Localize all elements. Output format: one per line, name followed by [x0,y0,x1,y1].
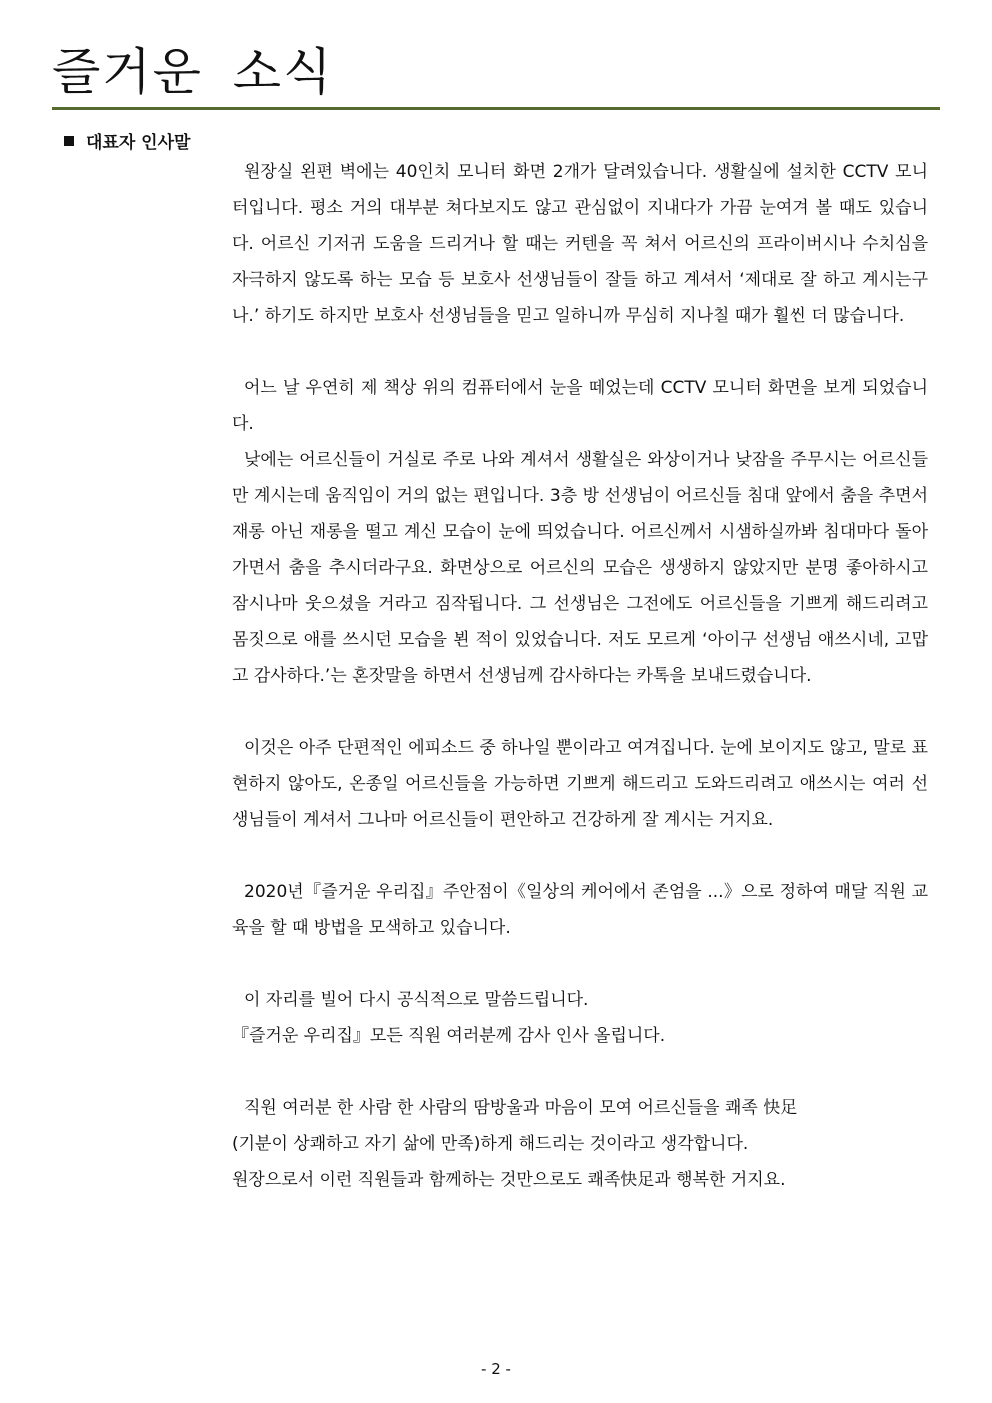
paragraph-7-line-1: 직원 여러분 한 사람 한 사람의 땀방울과 마음이 모여 어르신들을 쾌족 快足 [244,1098,798,1118]
page-number: - 2 - [481,1360,511,1378]
paragraph-gap [232,838,928,874]
paragraph-gap [232,334,928,370]
paragraph-7-line-3: 원장으로서 이런 직원들과 함께하는 것만으로도 쾌족快足과 행복한 거지요. [232,1170,786,1190]
paragraph-gap [232,694,928,730]
section-heading [64,130,190,156]
square-bullet-icon [64,136,74,146]
paragraph-6-line-2: 『즐거운 우리집』모든 직원 여러분께 감사 인사 올립니다. [232,1026,666,1046]
paragraph-gap [232,1054,928,1090]
paragraph-2: 어느 날 우연히 제 책상 위의 컴퓨터에서 눈을 떼었는데 CCTV 모니터 화면을 보게 되었습니다. [232,378,928,434]
letter-body [232,154,928,1198]
title-divider [52,107,940,110]
paragraph-gap [232,946,928,982]
paragraph-4: 이것은 아주 단편적인 에피소드 중 하나일 뿐이라고 여겨집니다. 눈에 보이지도 않고, 말로 표현하지 않아도, 온종일 어르신들을 가능하면 기쁘게 해드리고 도와드리려고 애쓰시는 여러 선생님들이 계셔서 그나마 어르신들이 편안하고 건강하게 잘 계시는 거지요. [232,738,928,830]
section-heading-label: 대표자 인사말 [86,133,191,153]
paragraph-7-line-2: (기분이 상쾌하고 자기 삶에 만족)하게 해드리는 것이라고 생각합니다. [232,1134,749,1154]
paragraph-5: 2020년『즐거운 우리집』주안점이《일상의 케어에서 존엄을 ...》으로 정하여 매달 직원 교육을 할 때 방법을 모색하고 있습니다. [232,882,928,938]
paragraph-6-line-1: 이 자리를 빌어 다시 공식적으로 말씀드립니다. [244,990,589,1010]
paragraph-1: 원장실 왼편 벽에는 40인치 모니터 화면 2개가 달려있습니다. 생활실에 설치한 CCTV 모니터입니다. 평소 거의 대부분 쳐다보지도 않고 관심없이 지내다가 가끔 눈여겨 볼 때도 있습니다. 어르신 기저귀 도움을 드리거나 할 때는 커텐을 꼭 쳐서 어르신의 프라이버시나 수치심을 자극하지 않도록 하는 모습 등 보호사 선생님들이 잘들 하고 계셔서 ‘제대로 잘 하고 계시는구나.’ 하기도 하지만 보호사 선생님들을 믿고 일하니까 무심히 지나칠 때가 훨씬 더 많습니다. [232,162,928,326]
paragraph-3: 낮에는 어르신들이 거실로 주로 나와 계셔서 생활실은 와상이거나 낮잠을 주무시는 어르신들만 계시는데 움직임이 거의 없는 편입니다. 3층 방 선생님이 어르신들 침대 앞에서 춤을 추면서 재롱 아닌 재롱을 떨고 계신 모습이 눈에 띄었습니다. 어르신께서 시샘하실까봐 침대마다 돌아가면서 춤을 추시더라구요. 화면상으로 어르신의 모습은 생생하지 않았지만 분명 좋아하시고 잠시나마 웃으셨을 거라고 짐작됩니다. 그 선생님은 그전에도 어르신들을 기쁘게 해드리려고 몸짓으로 애를 쓰시던 모습을 뵌 적이 있었습니다. 저도 모르게 ‘아이구 선생님 애쓰시네, 고맙고 감사하다.’는 혼잣말을 하면서 선생님께 감사하다는 카톡을 보내드렸습니다. [232,450,928,686]
page-title: 즐거운 소식 [52,43,334,101]
